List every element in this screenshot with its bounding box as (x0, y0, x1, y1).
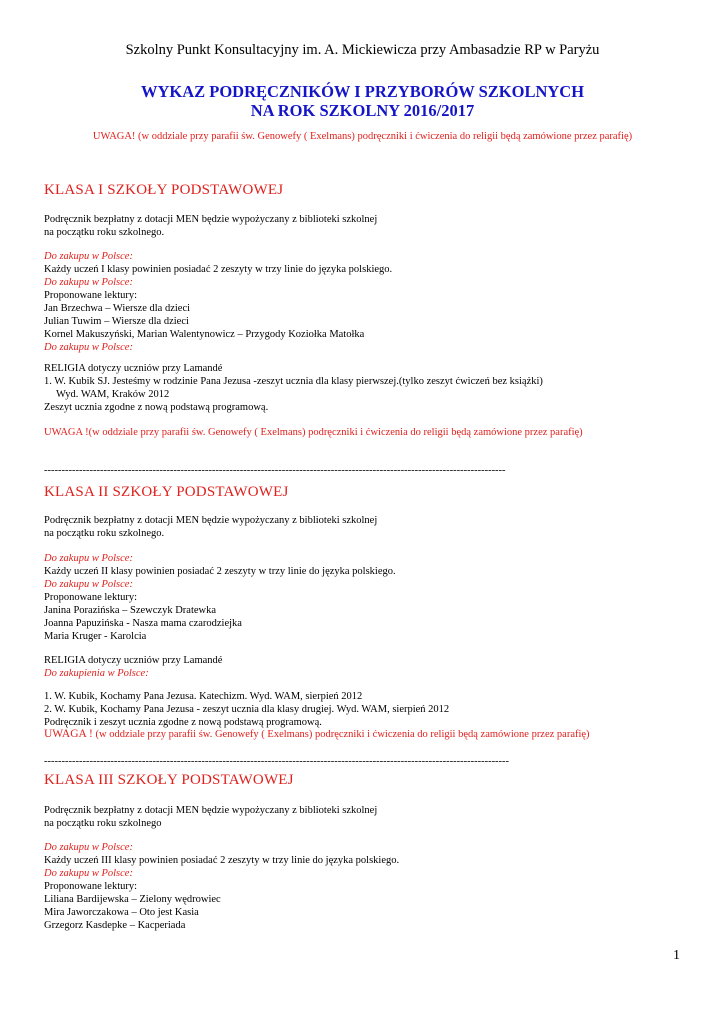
klasa1-religia: RELIGIA dotyczy uczniów przy Lamandé (44, 363, 223, 374)
klasa1-uwaga: UWAGA !(w oddziale przy parafii św. Genowefy ( Exelmans) podręczniki i ćwiczenia do religii będą zamówione przez parafię) (44, 427, 583, 438)
klasa2-heading: KLASA II SZKOŁY PODSTAWOWEJ (44, 484, 289, 500)
klasa3-book-1: Liliana Bardijewska – Zielony wędrowiec (44, 894, 221, 905)
klasa2-uwaga-text: (w oddziale przy parafii św. Genowefy ( Exelmans) podręczniki i ćwiczenia do religii będą zamówione przez parafię) (92, 729, 590, 740)
klasa1-buy-label-3: Do zakupu w Polsce: (44, 342, 133, 353)
klasa1-religia-section (44, 362, 543, 414)
klasa1-purchase-section (44, 250, 392, 354)
klasa1-rel-1: 1. W. Kubik SJ. Jesteśmy w rodzinie Pana Jezusa -zeszyt ucznia dla klasy pierwszej.(tylko zeszyt ćwiczeń bez książki) (44, 376, 543, 387)
klasa3-buy-label-2: Do zakupu w Polsce: (44, 868, 133, 879)
page-number: 1 (673, 948, 680, 963)
klasa2-free-line2: na początku roku szkolnego. (44, 528, 165, 539)
klasa2-buy-label-2: Do zakupu w Polsce: (44, 579, 133, 590)
klasa2-buy-label-3: Do zakupienia w Polsce: (44, 668, 149, 679)
title-line-2: NA ROK SZKOLNY 2016/2017 (250, 101, 475, 120)
title-line-1: WYKAZ PODRĘCZNIKÓW I PRZYBORÓW SZKOLNYCH (140, 82, 585, 101)
klasa1-notebooks: Każdy uczeń I klasy powinien posiadać 2 zeszyty w trzy linie do języka polskiego. (44, 264, 393, 275)
klasa3-book-2: Mira Jaworczakowa – Oto jest Kasia (44, 907, 199, 918)
klasa1-book-1: Jan Brzechwa – Wiersze dla dzieci (44, 303, 191, 314)
klasa2-book-3: Maria Kruger - Karolcia (44, 631, 147, 642)
klasa2-free-line1: Podręcznik bezpłatny z dotacji MEN będzie wypożyczany z biblioteki szkolnej (44, 515, 378, 526)
klasa2-uwaga-label: UWAGA ! (44, 728, 93, 740)
klasa3-lektury-label: Proponowane lektury: (44, 881, 138, 892)
klasa2-rel-1: 1. W. Kubik, Kochamy Pana Jezusa. Katechizm. Wyd. WAM, sierpień 2012 (44, 691, 363, 702)
klasa1-rel-3: Zeszyt ucznia zgodne z nową podstawą programową. (44, 402, 269, 413)
klasa2-religia: RELIGIA dotyczy uczniów przy Lamandé (44, 655, 223, 666)
klasa2-rel-2: 2. W. Kubik, Kochamy Pana Jezusa - zeszyt ucznia dla klasy drugiej. Wyd. WAM, sierpień 2012 (44, 704, 450, 715)
klasa1-lektury-label: Proponowane lektury: (44, 290, 138, 301)
klasa1-book-3: Kornel Makuszyński, Marian Walentynowicz – Przygody Koziołka Matołka (44, 329, 365, 340)
klasa2-rel-3: Podręcznik i zeszyt ucznia zgodne z nową podstawą programową. (44, 717, 322, 728)
klasa2-book-1: Janina Porazińska – Szewczyk Dratewka (44, 605, 217, 616)
separator-2: ------------------------------------------------------------------------------------------------------------------------------------- (44, 756, 510, 767)
klasa3-purchase-section (44, 841, 399, 932)
klasa3-book-3: Grzegorz Kasdepke – Kacperiada (44, 920, 186, 931)
klasa2-buy-label: Do zakupu w Polsce: (44, 553, 133, 564)
klasa2-lektury-label: Proponowane lektury: (44, 592, 138, 603)
klasa2-purchase-section (44, 552, 396, 643)
klasa3-free-line1: Podręcznik bezpłatny z dotacji MEN będzie wypożyczany z biblioteki szkolnej (44, 805, 378, 816)
klasa1-free-note (44, 213, 377, 239)
klasa2-religia-section (44, 654, 222, 680)
klasa1-buy-label-2: Do zakupu w Polsce: (44, 277, 133, 288)
top-notice: UWAGA! (w oddziale przy parafii św. Genowefy ( Exelmans) podręczniki i ćwiczenia do religii będą zamówione przez parafię) (92, 131, 633, 142)
klasa3-free-note (44, 804, 377, 830)
klasa1-buy-label: Do zakupu w Polsce: (44, 251, 133, 262)
klasa2-uwaga (44, 728, 590, 741)
klasa2-notebooks: Każdy uczeń II klasy powinien posiadać 2 zeszyty w trzy linie do języka polskiego. (44, 566, 396, 577)
separator-1: ------------------------------------------------------------------------------------------------------------------------------------ (44, 465, 506, 476)
klasa2-religia-books (44, 690, 449, 729)
klasa1-free-line2: na początku roku szkolnego. (44, 227, 165, 238)
school-header: Szkolny Punkt Konsultacyjny im. A. Mickiewicza przy Ambasadzie RP w Paryżu (125, 42, 600, 58)
klasa1-book-2: Julian Tuwim – Wiersze dla dzieci (44, 316, 189, 327)
klasa2-free-note (44, 514, 377, 540)
klasa2-book-2: Joanna Papuzińska - Nasza mama czarodziejka (44, 618, 242, 629)
klasa1-rel-2: Wyd. WAM, Kraków 2012 (56, 389, 170, 400)
klasa3-heading: KLASA III SZKOŁY PODSTAWOWEJ (44, 772, 294, 788)
klasa1-heading: KLASA I SZKOŁY PODSTAWOWEJ (44, 182, 284, 198)
klasa3-buy-label: Do zakupu w Polsce: (44, 842, 133, 853)
klasa1-free-line1: Podręcznik bezpłatny z dotacji MEN będzie wypożyczany z biblioteki szkolnej (44, 214, 378, 225)
klasa3-free-line2: na początku roku szkolnego (44, 818, 162, 829)
klasa3-notebooks: Każdy uczeń III klasy powinien posiadać 2 zeszyty w trzy linie do języka polskiego. (44, 855, 400, 866)
